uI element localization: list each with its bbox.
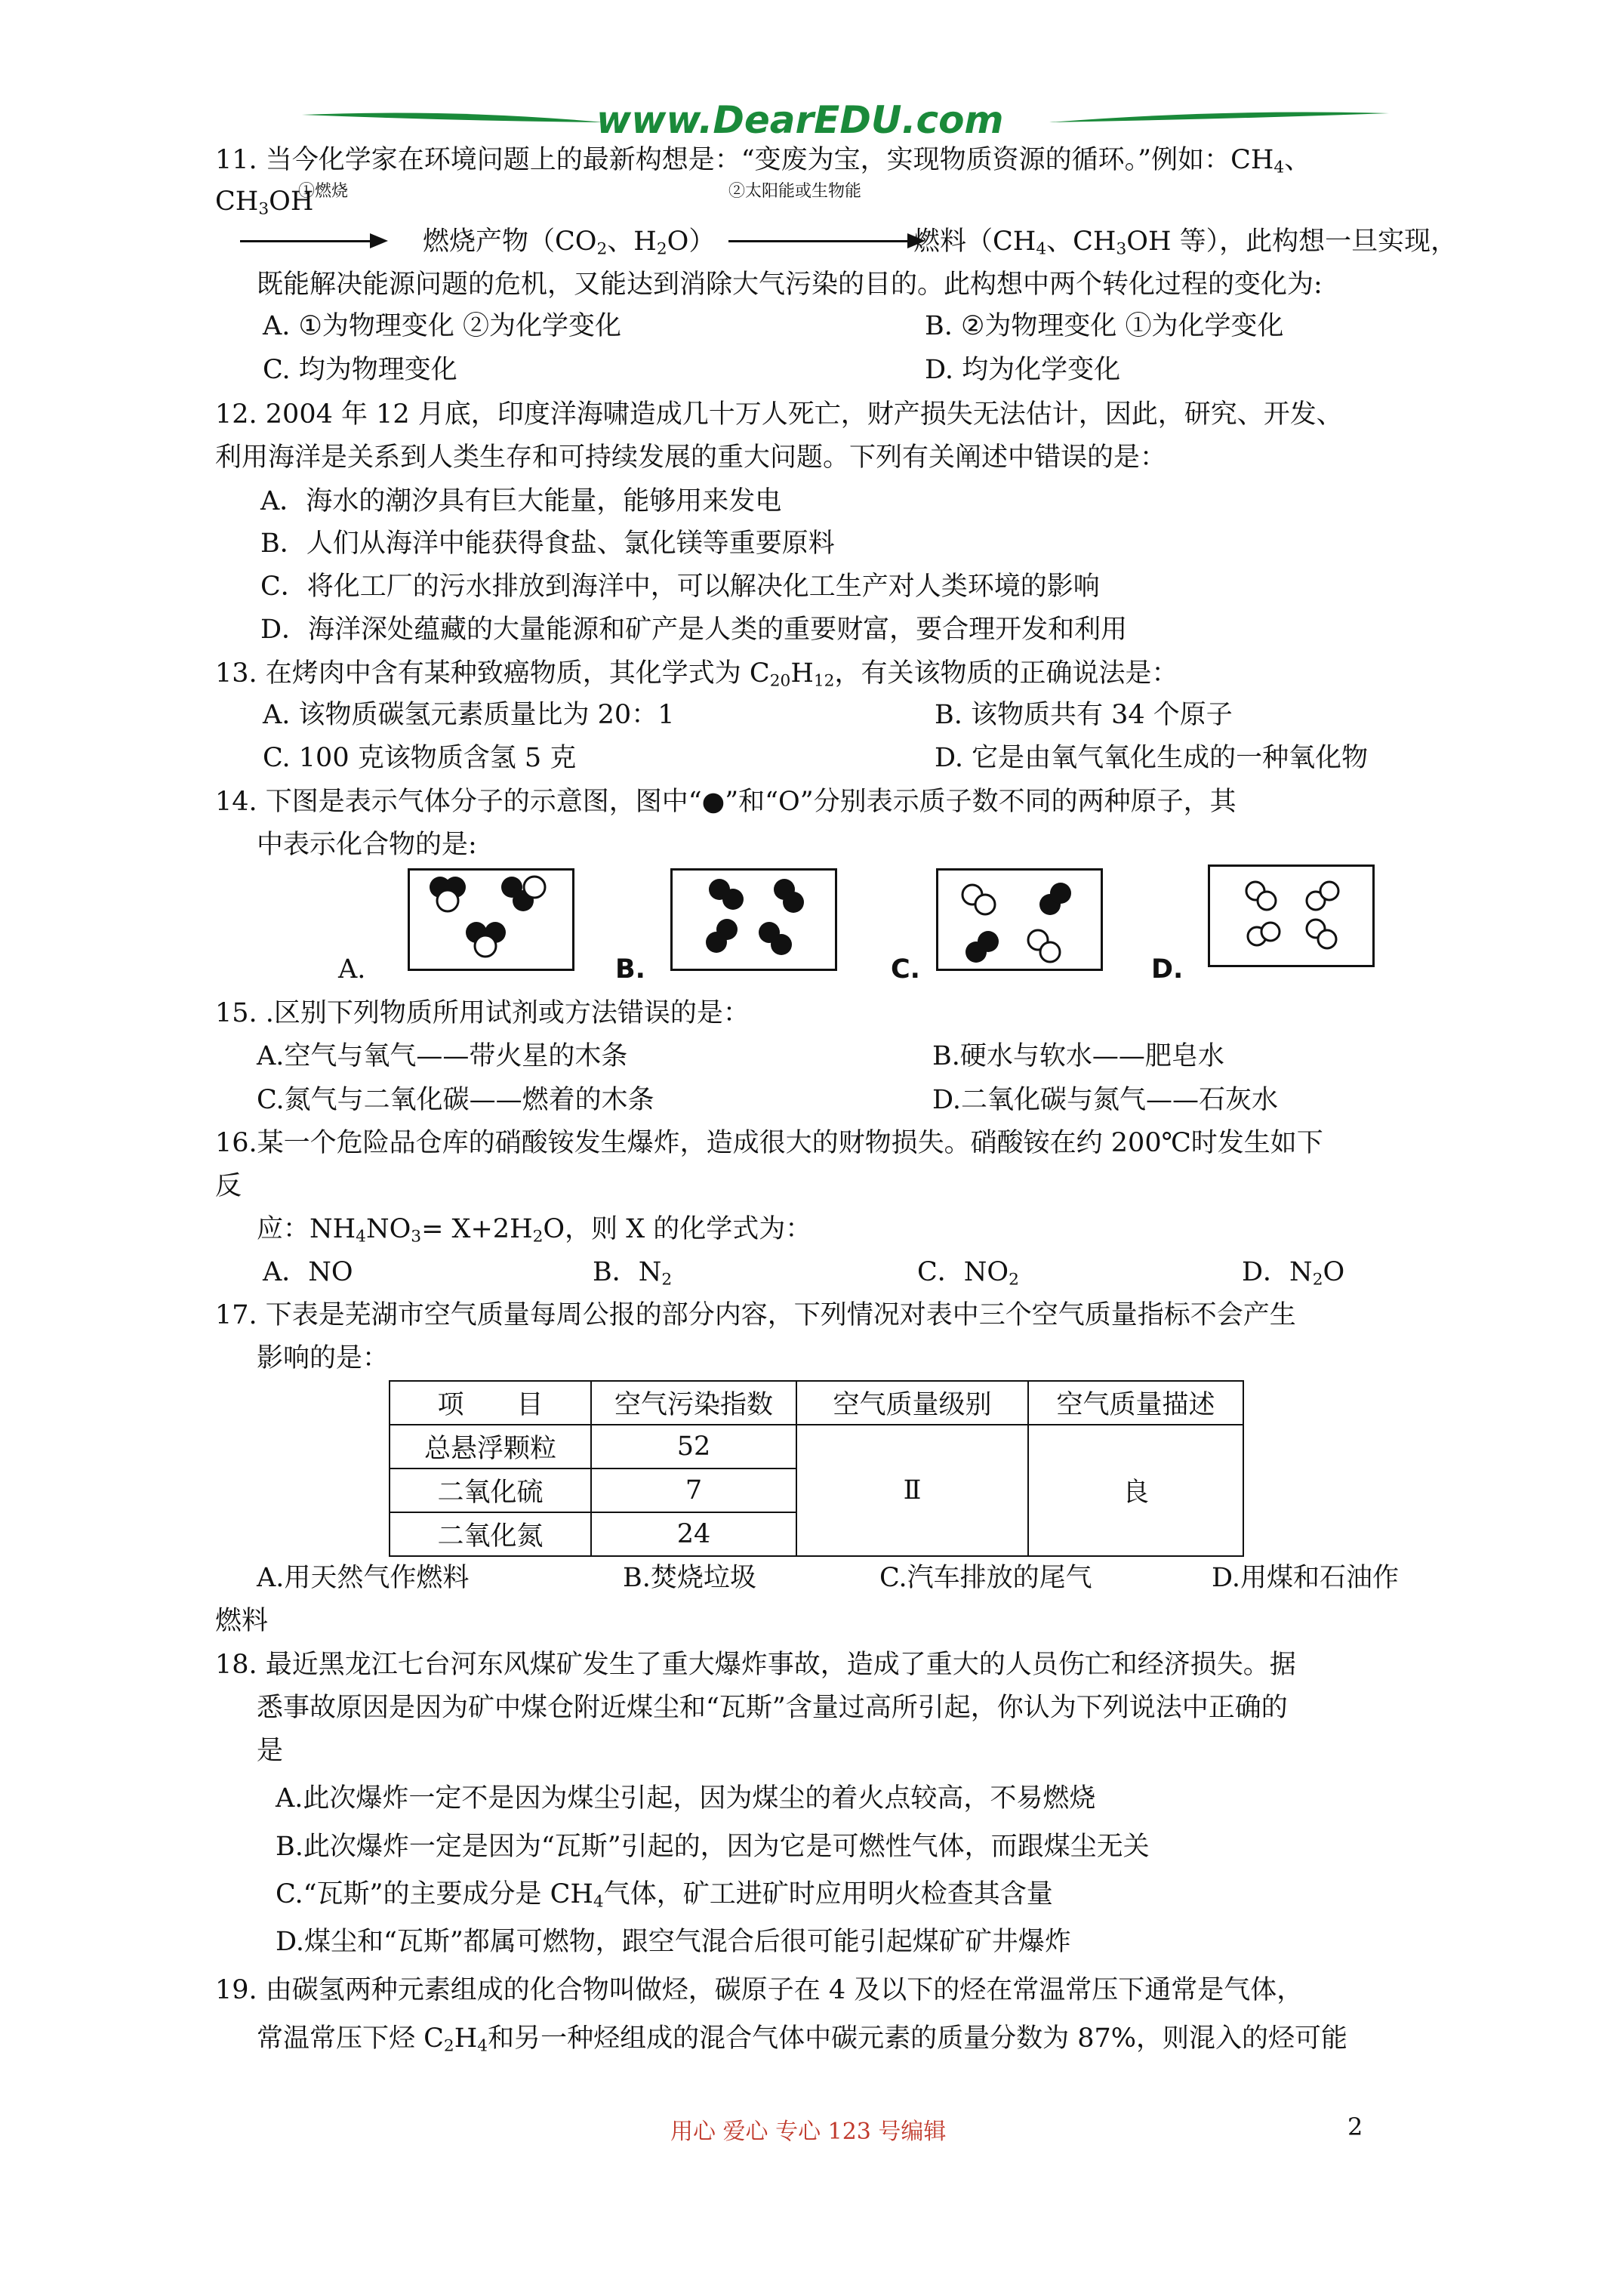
q11-arrow2-label: ②太阳能或生物能 xyxy=(728,182,862,201)
q13-option-c: C. 100 克该物质含氢 5 克 xyxy=(263,743,577,773)
q11-arrow1-label: ①燃烧 xyxy=(298,182,349,201)
q17-option-d-cont: 燃料 xyxy=(215,1606,269,1636)
table-header: 空气质量级别 xyxy=(796,1381,1028,1425)
q11-option-b: B. ②为物理变化 ①为化学变化 xyxy=(925,311,1284,341)
q13-option-b: B. 该物质共有 34 个原子 xyxy=(935,700,1233,730)
q16-line3: 应：$NH_4NO_3= X+2H_2O$，则 X 的化学式为： xyxy=(257,1214,812,1247)
q12-option-a: A．海水的潮汐具有巨大能量，能够用来发电 xyxy=(260,486,782,516)
q18-line1: 18. 最近黑龙江七台河东风煤矿发生了重大爆炸事故，造成了重大的人员伤亡和经济损失。据 xyxy=(215,1650,1296,1680)
molecule-box-b xyxy=(670,868,837,971)
table-header: 空气质量描述 xyxy=(1028,1381,1243,1425)
q14-label-d: D. xyxy=(1151,954,1184,985)
header-banner xyxy=(302,98,1389,143)
q18-option-a: A.此次爆炸一定不是因为煤尘引起，因为煤尘的着火点较高，不易燃烧 xyxy=(276,1783,1096,1814)
q14-label-b: B. xyxy=(615,954,645,985)
q17-option-b: B.焚烧垃圾 xyxy=(623,1563,756,1593)
table-cell-item: 二氧化硫 xyxy=(390,1469,591,1512)
footer-text: 用心 爱心 专心 123 号编辑 xyxy=(670,2119,947,2145)
q14-label-a: A. xyxy=(338,954,366,985)
q11-line3-mid: 燃烧产物（$CO_2$、$H_2O$） xyxy=(423,227,716,259)
q13-option-d: D. 它是由氧气氧化生成的一种氧化物 xyxy=(935,743,1369,773)
q18-line2: 悉事故原因是因为矿中煤仓附近煤尘和“瓦斯”含量过高所引起，你认为下列说法中正确的 xyxy=(257,1693,1288,1723)
site-logo: www.DearEDU.com xyxy=(596,98,1004,142)
q19-line2: 常温常压下烃 $C_2H_4$和另一种烃组成的混合气体中碳元素的质量分数为 87%，则混入的烃可能 xyxy=(257,2023,1347,2056)
q12-option-d: D．海洋深处蕴藏的大量能源和矿产是人类的重要财富，要合理开发和利用 xyxy=(260,615,1128,645)
q18-option-b: B.此次爆炸一定是因为“瓦斯”引起的，因为它是可燃性气体，而跟煤尘无关 xyxy=(276,1832,1150,1862)
q12-option-c: C．将化工厂的污水排放到海洋中，可以解决化工生产对人类环境的影响 xyxy=(260,572,1100,602)
q12-line1: 12. 2004 年 12 月底，印度洋海啸造成几十万人死亡，财产损失无法估计，因此，研究、开发、 xyxy=(215,399,1343,430)
q13-option-a: A. 该物质碳氢元素质量比为 20：1 xyxy=(263,700,675,730)
arrow1-line xyxy=(240,240,372,242)
q11-line2: $CH_3OH$ xyxy=(215,186,314,219)
q17-option-c: C.汽车排放的尾气 xyxy=(879,1563,1092,1593)
table-cell-level: Ⅱ xyxy=(796,1425,1028,1556)
q13-line1: 13. 在烤肉中含有某种致癌物质，其化学式为 $C_{20}H_{12}$，有关该物质的正确说法是： xyxy=(215,658,1178,691)
table-cell-index: 52 xyxy=(591,1425,796,1469)
q15-option-d: D.二氧化碳与氮气——石灰水 xyxy=(932,1085,1278,1115)
q11-line3-right: 燃料（$CH_4$、$CH_3OH$ 等），此构想一旦实现， xyxy=(913,227,1458,259)
page-number: 2 xyxy=(1347,2113,1363,2141)
q17-option-d: D.用煤和石油作 xyxy=(1212,1563,1399,1593)
arrow1-head-icon xyxy=(370,233,388,248)
table-cell-item: 二氧化氮 xyxy=(390,1512,591,1556)
left-swoosh-icon xyxy=(302,98,604,143)
q15-option-b: B.硬水与软水——肥皂水 xyxy=(932,1041,1224,1071)
molecule-box-d xyxy=(1208,864,1375,967)
q11-option-d: D. 均为化学变化 xyxy=(925,355,1121,385)
table-cell-item: 总悬浮颗粒 xyxy=(390,1425,591,1469)
q16-option-c: C．$NO_2$ xyxy=(917,1257,1019,1290)
q16-line1: 16.某一个危险品仓库的硝酸铵发生爆炸，造成很大的财物损失。硝酸铵在约 200℃时发生如下 xyxy=(215,1128,1323,1158)
table-header: 空气污染指数 xyxy=(591,1381,796,1425)
q12-line2: 利用海洋是关系到人类生存和可持续发展的重大问题。下列有关阐述中错误的是： xyxy=(215,442,1167,473)
q15-option-c: C.氮气与二氧化碳——燃着的木条 xyxy=(257,1085,654,1115)
q16-line2: 反 xyxy=(215,1171,242,1201)
molecule-box-a xyxy=(408,868,574,971)
table-cell-desc: 良 xyxy=(1028,1425,1243,1556)
q16-option-a: A．NO xyxy=(263,1257,353,1287)
right-swoosh-icon xyxy=(1049,98,1389,143)
molecule-box-c xyxy=(936,868,1103,971)
q19-line1: 19. 由碳氢两种元素组成的化合物叫做烃，碳原子在 4 及以下的烃在常温常压下通常是气体， xyxy=(215,1975,1304,2005)
q14-line1: 14. 下图是表示气体分子的示意图，图中“●”和“O”分别表示质子数不同的两种原子，其 xyxy=(215,787,1236,817)
q17-line1: 17. 下表是芜湖市空气质量每周公报的部分内容，下列情况对表中三个空气质量指标不会产生 xyxy=(215,1300,1296,1330)
q18-option-c: C.“瓦斯”的主要成分是 $CH_4$气体，矿工进矿时应用明火检查其含量 xyxy=(276,1879,1053,1912)
q14-line2: 中表示化合物的是: xyxy=(257,830,477,860)
q15-option-a: A.空气与氧气——带火星的木条 xyxy=(257,1041,628,1071)
q17-line2: 影响的是： xyxy=(257,1343,390,1373)
air-quality-table xyxy=(389,1380,1244,1557)
table-cell-index: 7 xyxy=(591,1469,796,1512)
q16-option-d: D．$N_2O$ xyxy=(1242,1257,1345,1290)
table-header: 项 目 xyxy=(390,1381,591,1425)
q15-line1: 15. .区别下列物质所用试剂或方法错误的是： xyxy=(215,998,750,1028)
q11-option-c: C. 均为物理变化 xyxy=(263,355,457,385)
q18-option-d: D.煤尘和“瓦斯”都属可燃物，跟空气混合后很可能引起煤矿矿井爆炸 xyxy=(276,1927,1071,1957)
q14-label-c: C. xyxy=(891,954,920,985)
table-header-row xyxy=(390,1381,1243,1425)
q17-option-a: A.用天然气作燃料 xyxy=(257,1563,470,1593)
q11-line4: 既能解决能源问题的危机，又能达到消除大气污染的目的。此构想中两个转化过程的变化为: xyxy=(257,270,1323,300)
table-row xyxy=(390,1425,1243,1469)
arrow2-line xyxy=(728,240,910,242)
q18-line3: 是 xyxy=(257,1736,284,1766)
q12-option-b: B．人们从海洋中能获得食盐、氯化镁等重要原料 xyxy=(260,529,835,559)
q11-line1: 11. 当今化学家在环境问题上的最新构想是：“变废为宝，实现物质资源的循环。”例如：$CH_4$、 xyxy=(215,145,1311,177)
q16-option-b: B．$N_2$ xyxy=(593,1257,673,1290)
table-cell-index: 24 xyxy=(591,1512,796,1556)
q11-option-a: A. ①为物理变化 ②为化学变化 xyxy=(263,311,622,341)
